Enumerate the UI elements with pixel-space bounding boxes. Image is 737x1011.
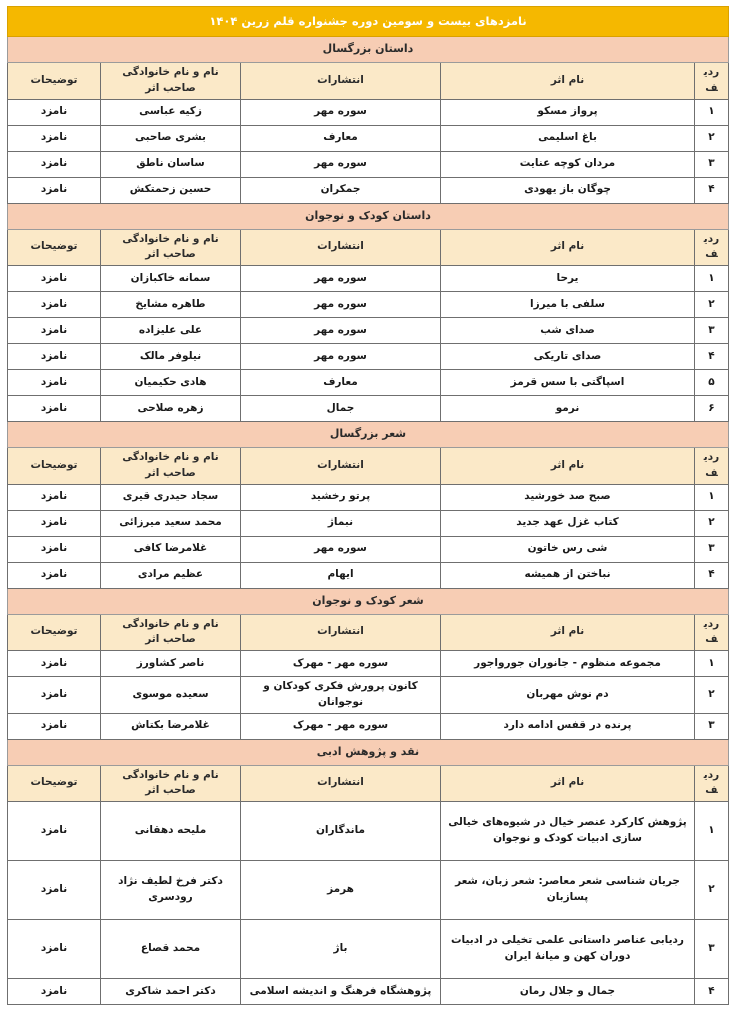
cell-author: سعیده موسوی	[101, 677, 241, 714]
status-badge: نامزد	[8, 344, 101, 370]
table-row	[8, 99, 729, 125]
cell-publisher: جمال	[241, 396, 441, 422]
status-badge: نامزد	[8, 396, 101, 422]
table-row	[8, 484, 729, 510]
column-header-work-title: نام اثر	[441, 765, 695, 802]
cell-author: هادی حکیمیان	[101, 370, 241, 396]
nominees-table	[7, 6, 729, 1005]
table-row	[8, 292, 729, 318]
table-row	[8, 802, 729, 861]
cell-row-number: ۱	[695, 802, 729, 861]
column-header-radif: ردیف	[695, 63, 729, 100]
cell-publisher: سوره مهر - مهرک	[241, 651, 441, 677]
cell-row-number: ۱	[695, 484, 729, 510]
column-header-publisher: انتشارات	[241, 448, 441, 485]
cell-publisher: سوره مهر	[241, 266, 441, 292]
cell-author: بشری صاحبی	[101, 125, 241, 151]
cell-author: غلامرضا بکتاش	[101, 713, 241, 739]
cell-work-title: نباختن از همیشه	[441, 562, 695, 588]
column-header-row	[8, 765, 729, 802]
cell-row-number: ۳	[695, 536, 729, 562]
column-header-author: نام و نام خانوادگی صاحب اثر	[101, 448, 241, 485]
status-badge: نامزد	[8, 266, 101, 292]
status-badge: نامزد	[8, 292, 101, 318]
column-header-notes: توضیحات	[8, 63, 101, 100]
cell-row-number: ۳	[695, 713, 729, 739]
cell-publisher: نبماژ	[241, 510, 441, 536]
status-badge: نامزد	[8, 562, 101, 588]
status-badge: نامزد	[8, 99, 101, 125]
column-header-row	[8, 63, 729, 100]
cell-work-title: صدای شب	[441, 318, 695, 344]
table-row	[8, 177, 729, 203]
cell-author: دکتر فرخ لطیف نژاد رودسری	[101, 861, 241, 920]
cell-row-number: ۴	[695, 979, 729, 1005]
column-header-work-title: نام اثر	[441, 614, 695, 651]
status-badge: نامزد	[8, 370, 101, 396]
cell-author: ناصر کشاورز	[101, 651, 241, 677]
cell-author: عظیم مرادی	[101, 562, 241, 588]
cell-work-title: کتاب غزل عهد جدید	[441, 510, 695, 536]
column-header-row	[8, 229, 729, 266]
cell-row-number: ۳	[695, 151, 729, 177]
table-row	[8, 370, 729, 396]
cell-row-number: ۲	[695, 510, 729, 536]
cell-row-number: ۲	[695, 861, 729, 920]
column-header-author: نام و نام خانوادگی صاحب اثر	[101, 229, 241, 266]
column-header-row	[8, 448, 729, 485]
page-title: نامزدهای بیست و سومین دوره جشنواره قلم زرین ۱۴۰۴	[8, 7, 729, 37]
table-row	[8, 510, 729, 536]
cell-publisher: سوره مهر	[241, 151, 441, 177]
cell-row-number: ۱	[695, 99, 729, 125]
cell-publisher: هرمز	[241, 861, 441, 920]
table-row	[8, 318, 729, 344]
cell-work-title: پرواز مسکو	[441, 99, 695, 125]
cell-publisher: جمکران	[241, 177, 441, 203]
cell-author: زهره صلاحی	[101, 396, 241, 422]
column-header-row	[8, 614, 729, 651]
status-badge: نامزد	[8, 510, 101, 536]
cell-work-title: مجموعه منظوم - جانوران جورواجور	[441, 651, 695, 677]
section-header-row	[8, 37, 729, 63]
column-header-notes: توضیحات	[8, 448, 101, 485]
cell-publisher: ایهام	[241, 562, 441, 588]
cell-work-title: یرحا	[441, 266, 695, 292]
cell-work-title: پرنده در قفس ادامه دارد	[441, 713, 695, 739]
cell-work-title: صدای تاریکی	[441, 344, 695, 370]
cell-publisher: سوره مهر - مهرک	[241, 713, 441, 739]
cell-author: ساسان ناطق	[101, 151, 241, 177]
column-header-publisher: انتشارات	[241, 614, 441, 651]
column-header-publisher: انتشارات	[241, 765, 441, 802]
cell-work-title: اسپاگتی با سس قرمز	[441, 370, 695, 396]
cell-row-number: ۳	[695, 920, 729, 979]
section-header-row	[8, 588, 729, 614]
section-title: نقد و پژوهش ادبی	[8, 739, 729, 765]
section-header-row	[8, 422, 729, 448]
status-badge: نامزد	[8, 920, 101, 979]
table-row	[8, 396, 729, 422]
cell-publisher: پرتو رخشید	[241, 484, 441, 510]
cell-work-title: مردان کوچه عنایت	[441, 151, 695, 177]
cell-publisher: پژوهشگاه فرهنگ و اندیشه اسلامی	[241, 979, 441, 1005]
cell-author: ملیحه دهقانی	[101, 802, 241, 861]
cell-work-title: شی رس خاتون	[441, 536, 695, 562]
status-badge: نامزد	[8, 713, 101, 739]
table-row	[8, 920, 729, 979]
cell-row-number: ۴	[695, 562, 729, 588]
column-header-publisher: انتشارات	[241, 63, 441, 100]
column-header-work-title: نام اثر	[441, 63, 695, 100]
cell-row-number: ۲	[695, 677, 729, 714]
cell-row-number: ۴	[695, 177, 729, 203]
cell-row-number: ۴	[695, 344, 729, 370]
cell-row-number: ۶	[695, 396, 729, 422]
section-header-row	[8, 739, 729, 765]
table-row	[8, 713, 729, 739]
cell-work-title: پژوهش کارکرد عنصر خیال در شیوه‌های خیالی سازی ادبیات کودک و نوجوان	[441, 802, 695, 861]
column-header-author: نام و نام خانوادگی صاحب اثر	[101, 63, 241, 100]
cell-author: طاهره مشایخ	[101, 292, 241, 318]
cell-author: غلامرضا کافی	[101, 536, 241, 562]
status-badge: نامزد	[8, 861, 101, 920]
table-row	[8, 979, 729, 1005]
status-badge: نامزد	[8, 318, 101, 344]
status-badge: نامزد	[8, 802, 101, 861]
table-body	[8, 7, 729, 1005]
table-row	[8, 536, 729, 562]
table-row	[8, 344, 729, 370]
cell-publisher: سوره مهر	[241, 536, 441, 562]
table-row	[8, 861, 729, 920]
cell-row-number: ۲	[695, 125, 729, 151]
cell-author: حسین زحمتکش	[101, 177, 241, 203]
column-header-radif: ردیف	[695, 765, 729, 802]
column-header-work-title: نام اثر	[441, 448, 695, 485]
column-header-radif: ردیف	[695, 448, 729, 485]
cell-publisher: سوره مهر	[241, 99, 441, 125]
table-row	[8, 125, 729, 151]
cell-work-title: صبح صد خورشید	[441, 484, 695, 510]
column-header-notes: توضیحات	[8, 229, 101, 266]
status-badge: نامزد	[8, 151, 101, 177]
cell-author: سجاد حیدری قیری	[101, 484, 241, 510]
cell-author: محمد سعید میرزائی	[101, 510, 241, 536]
status-badge: نامزد	[8, 177, 101, 203]
cell-publisher: سوره مهر	[241, 292, 441, 318]
cell-row-number: ۲	[695, 292, 729, 318]
cell-work-title: چوگان باز یهودی	[441, 177, 695, 203]
column-header-radif: ردیف	[695, 229, 729, 266]
column-header-work-title: نام اثر	[441, 229, 695, 266]
table-row	[8, 151, 729, 177]
status-badge: نامزد	[8, 484, 101, 510]
table-row	[8, 266, 729, 292]
cell-publisher: معارف	[241, 125, 441, 151]
cell-publisher: ماندگاران	[241, 802, 441, 861]
section-title: داستان بزرگسال	[8, 37, 729, 63]
table-row	[8, 677, 729, 714]
table-row	[8, 562, 729, 588]
column-header-notes: توضیحات	[8, 614, 101, 651]
section-title: شعر کودک و نوجوان	[8, 588, 729, 614]
cell-row-number: ۳	[695, 318, 729, 344]
cell-row-number: ۱	[695, 266, 729, 292]
column-header-publisher: انتشارات	[241, 229, 441, 266]
cell-author: زکیه عباسی	[101, 99, 241, 125]
column-header-radif: ردیف	[695, 614, 729, 651]
status-badge: نامزد	[8, 979, 101, 1005]
cell-row-number: ۵	[695, 370, 729, 396]
table-row	[8, 651, 729, 677]
section-title: شعر بزرگسال	[8, 422, 729, 448]
cell-author: سمانه خاکبازان	[101, 266, 241, 292]
cell-publisher: معارف	[241, 370, 441, 396]
status-badge: نامزد	[8, 677, 101, 714]
cell-publisher: باژ	[241, 920, 441, 979]
cell-work-title: جمال و جلال رمان	[441, 979, 695, 1005]
cell-publisher: سوره مهر	[241, 344, 441, 370]
cell-author: نیلوفر مالک	[101, 344, 241, 370]
section-header-row	[8, 203, 729, 229]
cell-author: علی علیزاده	[101, 318, 241, 344]
column-header-author: نام و نام خانوادگی صاحب اثر	[101, 765, 241, 802]
cell-author: دکتر احمد شاکری	[101, 979, 241, 1005]
cell-work-title: سلفی با میرزا	[441, 292, 695, 318]
column-header-author: نام و نام خانوادگی صاحب اثر	[101, 614, 241, 651]
cell-work-title: دم نوش مهربان	[441, 677, 695, 714]
cell-author: محمد قصاع	[101, 920, 241, 979]
cell-publisher: کانون پرورش فکری کودکان و نوجوانان	[241, 677, 441, 714]
cell-work-title: نرمو	[441, 396, 695, 422]
cell-work-title: باغ اسلیمی	[441, 125, 695, 151]
section-title: داستان کودک و نوجوان	[8, 203, 729, 229]
column-header-notes: توضیحات	[8, 765, 101, 802]
status-badge: نامزد	[8, 125, 101, 151]
cell-work-title: ردیابی عناصر داستانی علمی تخیلی در ادبیات دوران کهن و میانهٔ ایران	[441, 920, 695, 979]
document-title-row	[8, 7, 729, 37]
cell-publisher: سوره مهر	[241, 318, 441, 344]
cell-row-number: ۱	[695, 651, 729, 677]
cell-work-title: جریان شناسی شعر معاصر: شعر زبان، شعر پسازبان	[441, 861, 695, 920]
status-badge: نامزد	[8, 536, 101, 562]
status-badge: نامزد	[8, 651, 101, 677]
